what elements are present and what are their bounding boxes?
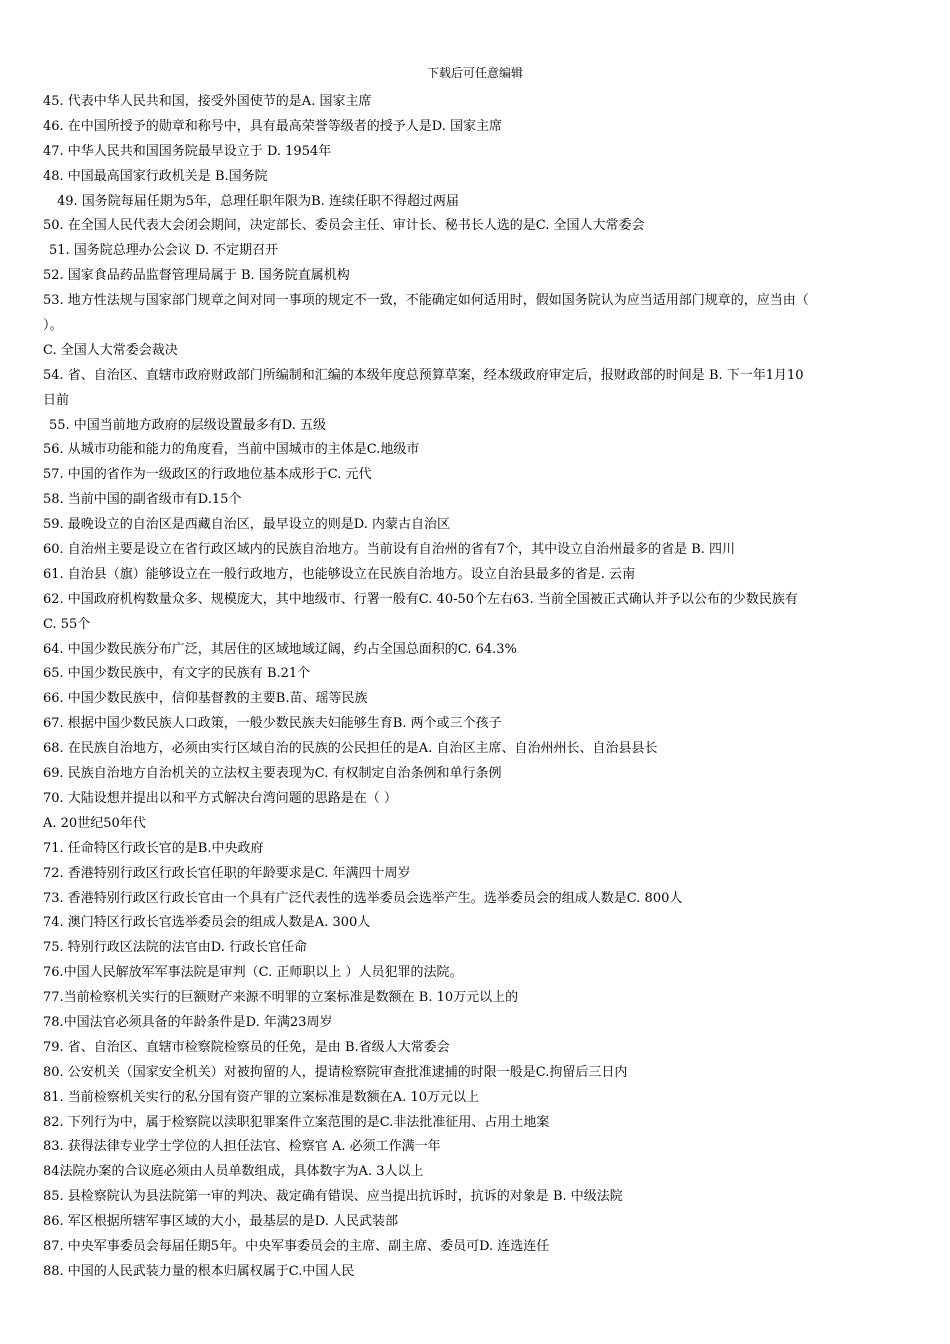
text-line: 66. 中国少数民族中，信仰基督教的主要B.苗、瑶等民族 <box>43 691 368 707</box>
text-line: 64. 中国少数民族分布广泛，其居住的区域地域辽阔，约占全国总面积的C. 64.3% <box>43 641 517 657</box>
text-line: 58. 当前中国的副省级市有D.15个 <box>43 492 242 508</box>
text-line: 51. 国务院总理办公会议 D. 不定期召开 <box>49 243 279 259</box>
text-line: 70. 大陆设想并提出以和平方式解决台湾问题的思路是在（ ） <box>43 790 397 806</box>
text-line: 75. 特别行政区法院的法官由D. 行政长官任命 <box>43 940 308 956</box>
document-body <box>43 90 913 1285</box>
text-line: 67. 根据中国少数民族人口政策，一般少数民族夫妇能够生育B. 两个或三个孩子 <box>43 716 502 732</box>
text-line: 50. 在全国人民代表大会闭会期间，决定部长、委员会主任、审计长、秘书长人选的是C. 全国人大常委会 <box>43 218 645 234</box>
text-line: 82. 下列行为中，属于检察院以渎职犯罪案件立案范围的是C.非法批准征用、占用土地案 <box>43 1114 550 1130</box>
text-line: 80. 公安机关（国家安全机关）对被拘留的人，提请检察院审查批准逮捕的时限一般是C.拘留后三日内 <box>43 1064 628 1080</box>
text-line: 88. 中国的人民武装力量的根本归属权属于C.中国人民 <box>43 1263 355 1279</box>
text-line: 54. 省、自治区、直辖市政府财政部门所编制和汇编的本级年度总预算草案，经本级政府审定后，报财政部的时间是 B. 下一年1月10 <box>43 367 804 383</box>
text-line: 86. 军区根据所辖军事区域的大小，最基层的是D. 人民武装部 <box>43 1214 399 1230</box>
text-line: 57. 中国的省作为一级政区的行政地位基本成形于C. 元代 <box>43 467 372 483</box>
text-line: 46. 在中国所授予的勋章和称号中，具有最高荣誉等级者的授予人是D. 国家主席 <box>43 118 503 134</box>
text-line: 77.当前检察机关实行的巨额财产来源不明罪的立案标准是数额在 B. 10万元以上的 <box>43 990 519 1006</box>
text-line: 85. 县检察院认为县法院第一审的判决、裁定确有错误、应当提出抗诉时，抗诉的对象是 B. 中级法院 <box>43 1189 623 1205</box>
text-line: 48. 中国最高国家行政机关是 B.国务院 <box>43 168 268 184</box>
text-line: 87. 中央军事委员会每届任期5年。中央军事委员会的主席、副主席、委员可D. 连选连任 <box>43 1238 550 1254</box>
text-line: 78.中国法官必须具备的年龄条件是D. 年满23周岁 <box>43 1014 333 1030</box>
text-line: 52. 国家食品药品监督管理局属于 B. 国务院直属机构 <box>43 268 350 284</box>
text-line: 74. 澳门特区行政长官选举委员会的组成人数是A. 300人 <box>43 915 371 931</box>
text-line: 49. 国务院每届任期为5年，总理任职年限为B. 连续任职不得超过两届 <box>57 193 459 209</box>
text-line: A. 20世纪50年代 <box>43 815 146 831</box>
text-line: 59. 最晚设立的自治区是西藏自治区，最早设立的则是D. 内蒙古自治区 <box>43 517 451 533</box>
text-line: C. 全国人大常委会裁决 <box>43 342 178 358</box>
text-line: 72. 香港特别行政区行政长官任职的年龄要求是C. 年满四十周岁 <box>43 865 411 881</box>
text-line: 60. 自治州主要是设立在省行政区域内的民族自治地方。当前设有自治州的省有7个，其中设立自治州最多的省是 B. 四川 <box>43 542 736 558</box>
text-line: 53. 地方性法规与国家部门规章之间对同一事项的规定不一致，不能确定如何适用时，假如国务院认为应当适用部门规章的，应当由（ <box>43 293 809 309</box>
text-line: 73. 香港特别行政区行政长官由一个具有广泛代表性的选举委员会选举产生。选举委员会的组成人数是C. 800人 <box>43 890 683 906</box>
text-line: 62. 中国政府机构数量众多、规模庞大，其中地级市、行署一般有C. 40-50个左右63. 当前全国被正式确认并予以公布的少数民族有 <box>43 591 798 607</box>
text-line: 56. 从城市功能和能力的角度看，当前中国城市的主体是C.地级市 <box>43 442 420 458</box>
text-line: 81. 当前检察机关实行的私分国有资产罪的立案标准是数额在A. 10万元以上 <box>43 1089 480 1105</box>
page-header: 下载后可任意编辑 <box>426 66 523 80</box>
text-line: 日前 <box>43 392 70 408</box>
text-line: 68. 在民族自治地方，必须由实行区域自治的民族的公民担任的是A. 自治区主席、自治州州长、自治县县长 <box>43 741 658 757</box>
text-line: C. 55个 <box>43 616 91 632</box>
text-line: 84法院办案的合议庭必须由人员单数组成，具体数字为A. 3人以上 <box>43 1164 424 1180</box>
text-line: 61. 自治县（旗）能够设立在一般行政地方，也能够设立在民族自治地方。设立自治县最多的省是. 云南 <box>43 566 636 582</box>
text-line: 69. 民族自治地方自治机关的立法权主要表现为C. 有权制定自治条例和单行条例 <box>43 766 502 782</box>
text-line: 65. 中国少数民族中，有文字的民族有 B.21个 <box>43 666 311 682</box>
text-line: 76.中国人民解放军军事法院是审判（C. 正师职以上 ）人员犯罪的法院。 <box>43 965 463 981</box>
text-line: 55. 中国当前地方政府的层级设置最多有D. 五级 <box>49 417 327 433</box>
text-line: 47. 中华人民共和国国务院最早设立于 D. 1954年 <box>43 143 332 159</box>
text-line: 71. 任命特区行政长官的是B.中央政府 <box>43 840 264 856</box>
text-line: 79. 省、自治区、直辖市检察院检察员的任免，是由 B.省级人大常委会 <box>43 1039 450 1055</box>
text-line: ）。 <box>43 318 63 334</box>
text-line: 83. 获得法律专业学士学位的人担任法官、检察官 A. 必须工作满一年 <box>43 1139 441 1155</box>
text-line: 45. 代表中华人民共和国，接受外国使节的是A. 国家主席 <box>43 94 372 109</box>
